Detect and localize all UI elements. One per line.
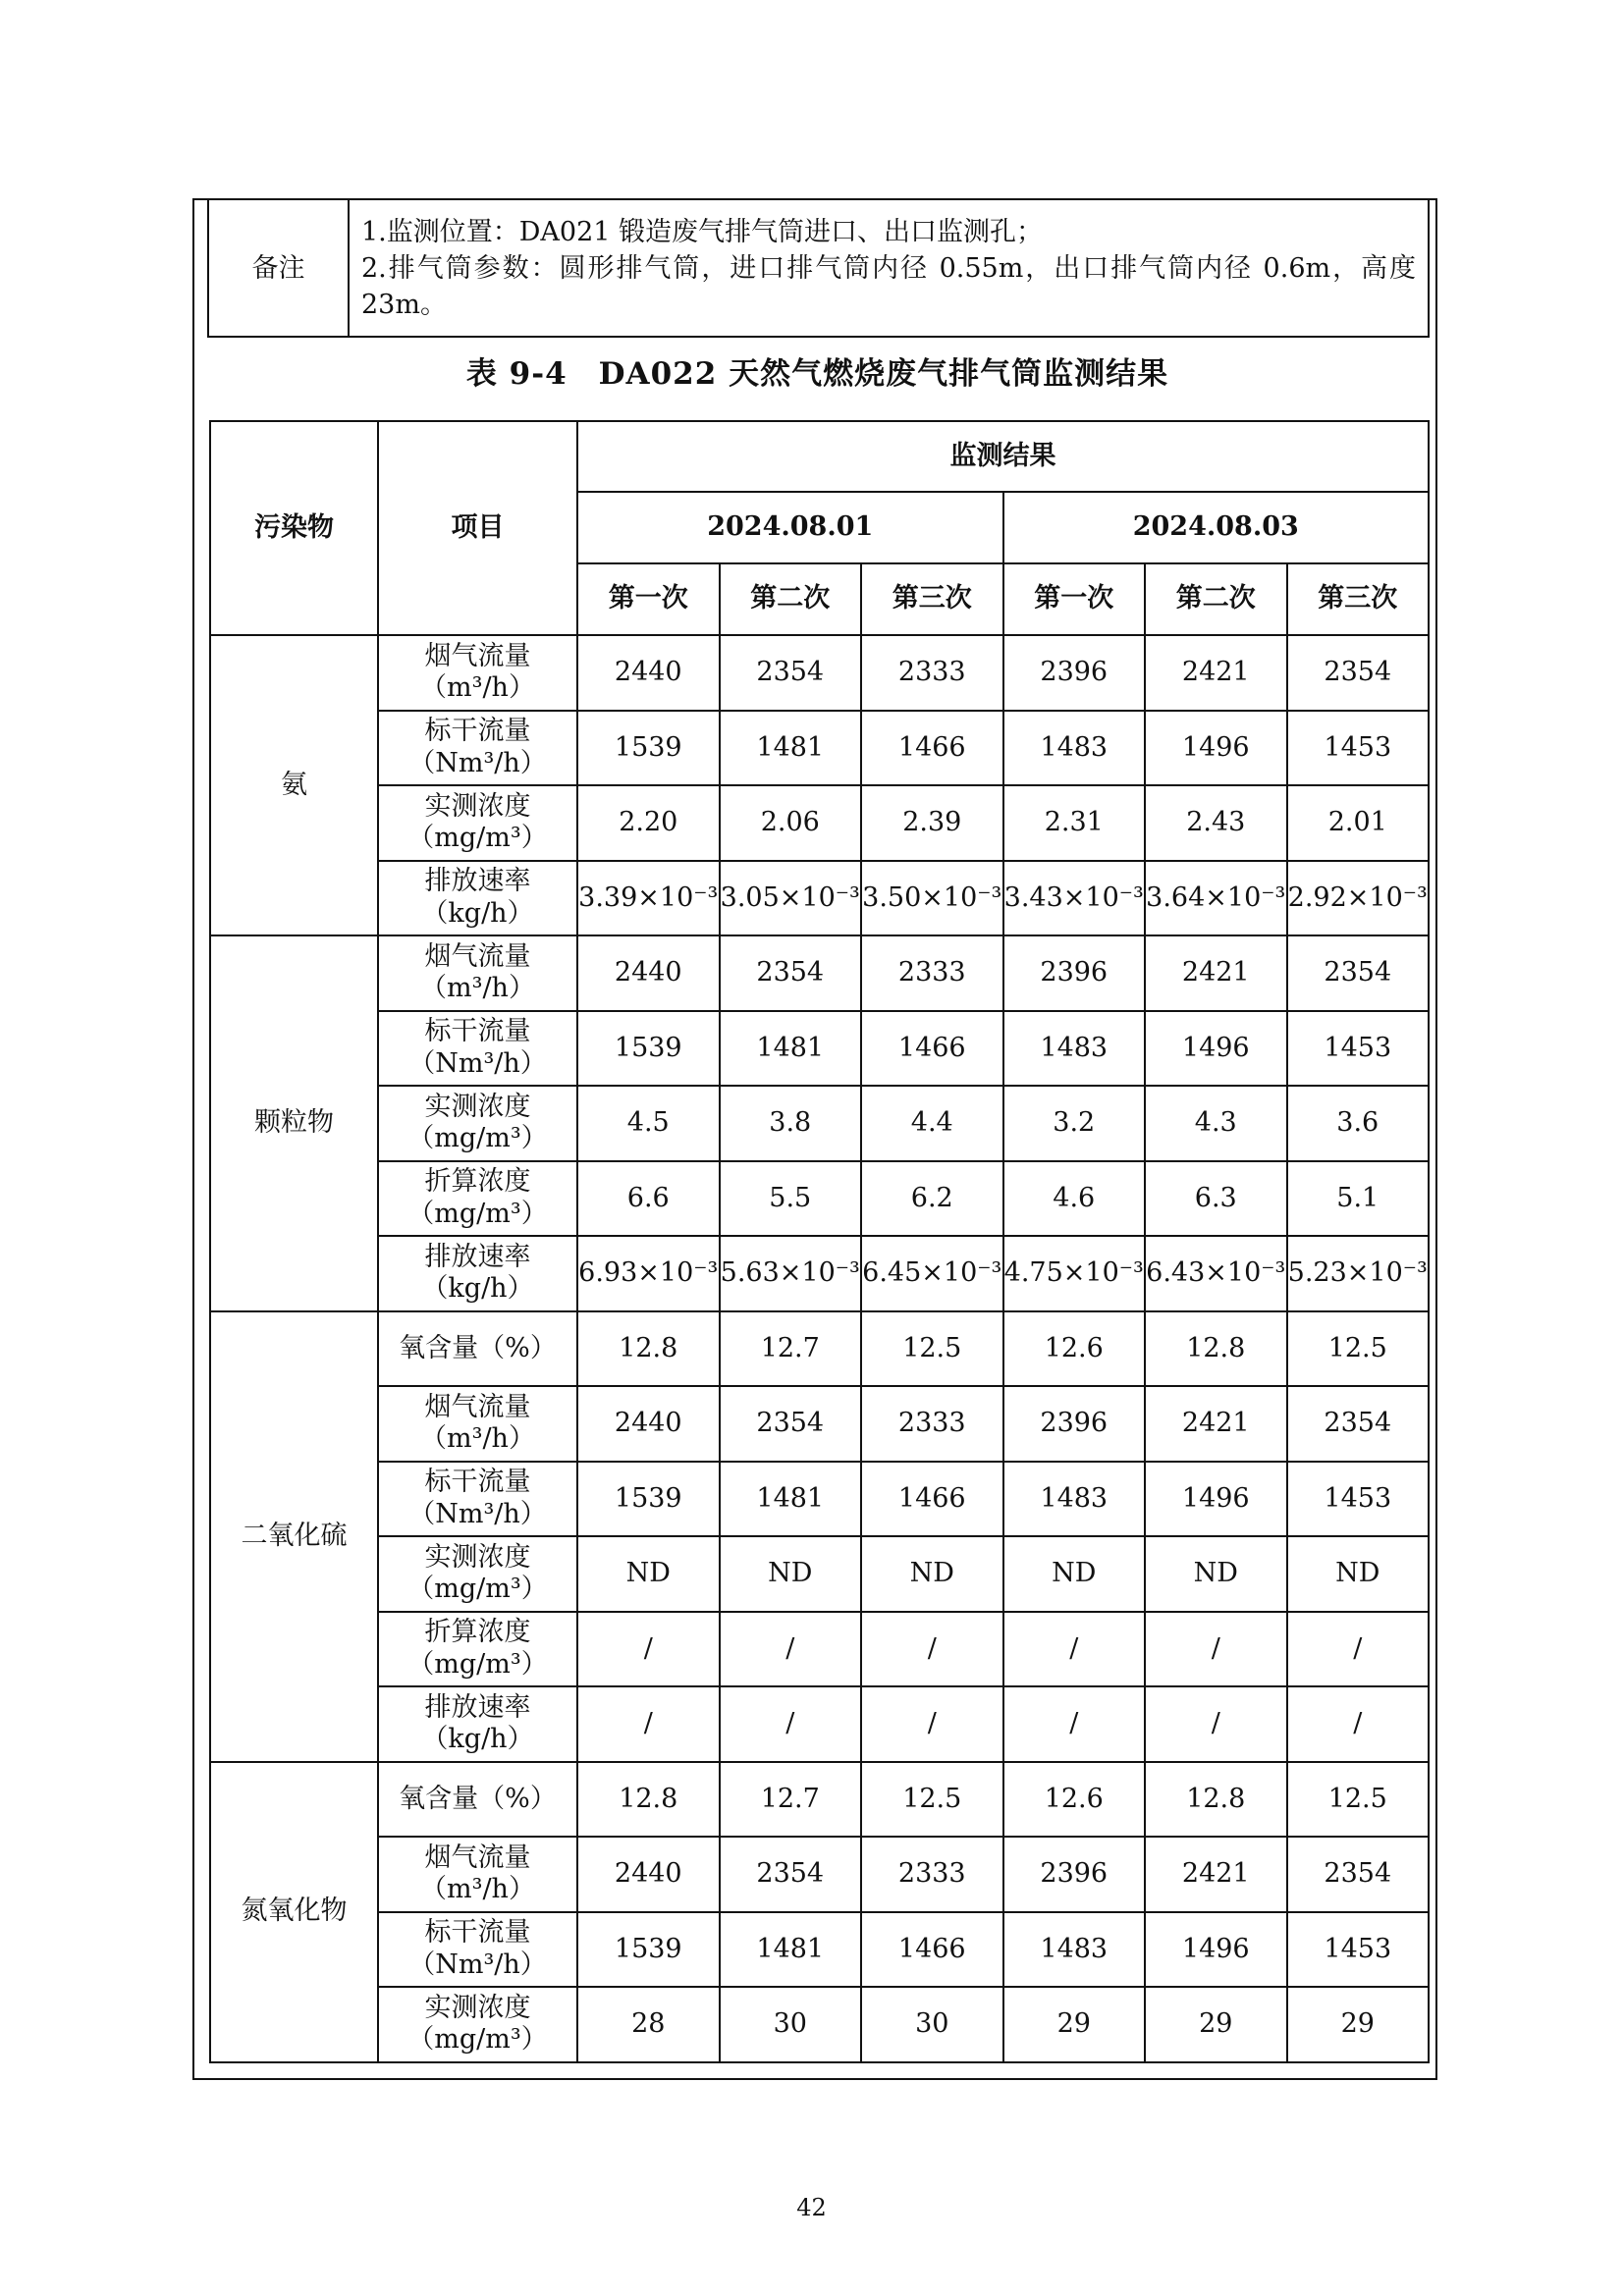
value-cell: 6.93×10⁻³ (577, 1236, 720, 1311)
value-cell: 28 (577, 1987, 720, 2062)
value-cell: 6.2 (861, 1161, 1003, 1237)
item-name: 烟气流量 (424, 1842, 531, 1873)
header-run: 第一次 (1003, 563, 1146, 635)
value-cell: / (1145, 1612, 1287, 1687)
value-cell: 12.8 (1145, 1311, 1287, 1387)
value-cell: 5.1 (1287, 1161, 1430, 1237)
value-cell: 1453 (1287, 1912, 1430, 1988)
item-cell (378, 1386, 577, 1462)
pollutant-cell: 氮氧化物 (210, 1762, 378, 2062)
value-cell: / (577, 1612, 720, 1687)
table-row (210, 1462, 1429, 1537)
pollutant-cell: 二氧化硫 (210, 1311, 378, 1762)
table-row (210, 1536, 1429, 1612)
value-cell: 2440 (577, 1386, 720, 1462)
value-cell: / (1003, 1612, 1146, 1687)
item-name: 标干流量 (424, 1917, 531, 1949)
item-cell (378, 1462, 577, 1537)
header-date-1: 2024.08.01 (577, 492, 1003, 563)
table-row (210, 861, 1429, 936)
item-unit: （Nm³/h） (408, 1047, 547, 1079)
value-cell: 1466 (861, 1912, 1003, 1988)
value-cell: 2421 (1145, 1837, 1287, 1912)
value-cell: 6.45×10⁻³ (861, 1236, 1003, 1311)
value-cell: 1539 (577, 1912, 720, 1988)
value-cell: 2333 (861, 1386, 1003, 1462)
value-cell: 2440 (577, 935, 720, 1011)
item-name: 排放速率 (424, 1241, 531, 1272)
value-cell: 12.5 (861, 1762, 1003, 1838)
table-row (210, 1011, 1429, 1087)
value-cell: 2333 (861, 1837, 1003, 1912)
remarks-table (207, 198, 1430, 338)
value-cell: 3.50×10⁻³ (861, 861, 1003, 936)
page-number: 42 (796, 2194, 827, 2221)
item-name: 实测浓度 (424, 1091, 531, 1122)
item-unit: （mg/m³） (407, 823, 548, 854)
table-row (210, 1311, 1429, 1387)
item-name: 烟气流量 (424, 1391, 531, 1422)
value-cell: 1483 (1003, 711, 1146, 786)
value-cell: 2354 (720, 1837, 862, 1912)
table-row (210, 1762, 1429, 1838)
value-cell: 1496 (1145, 1912, 1287, 1988)
value-cell: 3.6 (1287, 1086, 1430, 1161)
value-cell: 12.8 (577, 1311, 720, 1387)
item-name: 排放速率 (424, 1691, 531, 1723)
value-cell: 3.8 (720, 1086, 862, 1161)
item-unit: （m³/h） (420, 1423, 535, 1455)
value-cell: 2440 (577, 635, 720, 711)
value-cell: 1453 (1287, 1462, 1430, 1537)
value-cell: 2333 (861, 635, 1003, 711)
value-cell: 1483 (1003, 1462, 1146, 1537)
table-row (210, 1086, 1429, 1161)
header-pollutant: 污染物 (210, 421, 378, 635)
value-cell: 12.5 (1287, 1762, 1430, 1838)
item-cell (378, 1987, 577, 2062)
item-name: 折算浓度 (424, 1617, 531, 1648)
value-cell: 12.8 (1145, 1762, 1287, 1838)
value-cell: 4.3 (1145, 1086, 1287, 1161)
value-cell: 2.31 (1003, 785, 1146, 861)
item-unit: （m³/h） (420, 672, 535, 704)
value-cell: 1496 (1145, 711, 1287, 786)
value-cell: 1539 (577, 711, 720, 786)
value-cell: / (577, 1686, 720, 1762)
value-cell: 29 (1003, 1987, 1146, 2062)
table-row (210, 1236, 1429, 1311)
value-cell: 1453 (1287, 1011, 1430, 1087)
item-unit: （kg/h） (421, 1724, 534, 1755)
table-row (210, 1386, 1429, 1462)
value-cell: 1466 (861, 1462, 1003, 1537)
value-cell: 2354 (1287, 635, 1430, 711)
value-cell: / (1003, 1686, 1146, 1762)
item-cell (378, 1086, 577, 1161)
remarks-line: 2.排气筒参数：圆形排气筒，进口排气筒内径 0.55m，出口排气筒内径 0.6m，高度 23m。 (361, 252, 1416, 320)
value-cell: 2.20 (577, 785, 720, 861)
value-cell: 2440 (577, 1837, 720, 1912)
item-cell (378, 861, 577, 936)
header-item: 项目 (378, 421, 577, 635)
header-results: 监测结果 (577, 421, 1429, 492)
value-cell: / (1145, 1686, 1287, 1762)
item-unit: （mg/m³） (407, 2024, 548, 2056)
value-cell: 30 (720, 1987, 862, 2062)
value-cell: 6.6 (577, 1161, 720, 1237)
pollutant-cell: 颗粒物 (210, 935, 378, 1311)
item-name: 折算浓度 (424, 1166, 531, 1198)
value-cell: 1481 (720, 1462, 862, 1537)
value-cell: 2354 (720, 935, 862, 1011)
value-cell: ND (1287, 1536, 1430, 1612)
value-cell: 4.4 (861, 1086, 1003, 1161)
table-row (210, 1686, 1429, 1762)
item-unit: （Nm³/h） (408, 1949, 547, 1980)
value-cell: 12.6 (1003, 1311, 1146, 1387)
header-run: 第二次 (1145, 563, 1287, 635)
value-cell: / (720, 1612, 862, 1687)
value-cell: 1466 (861, 711, 1003, 786)
header-run: 第三次 (861, 563, 1003, 635)
item-cell (378, 1011, 577, 1087)
value-cell: ND (720, 1536, 862, 1612)
value-cell: 2421 (1145, 935, 1287, 1011)
value-cell: / (720, 1686, 862, 1762)
item-cell (378, 785, 577, 861)
header-run: 第三次 (1287, 563, 1430, 635)
value-cell: 1453 (1287, 711, 1430, 786)
value-cell: 1481 (720, 711, 862, 786)
value-cell: ND (577, 1536, 720, 1612)
header-date-2: 2024.08.03 (1003, 492, 1430, 563)
item-name: 烟气流量 (424, 640, 531, 671)
value-cell: / (1287, 1612, 1430, 1687)
item-unit: （kg/h） (421, 897, 534, 929)
value-cell: ND (1003, 1536, 1146, 1612)
value-cell: 3.39×10⁻³ (577, 861, 720, 936)
item-cell (378, 1762, 577, 1838)
table-body (210, 635, 1429, 2062)
value-cell: 2421 (1145, 1386, 1287, 1462)
value-cell: 12.5 (1287, 1311, 1430, 1387)
table-row (210, 1837, 1429, 1912)
value-cell: 2396 (1003, 1386, 1146, 1462)
table-row (210, 1612, 1429, 1687)
table-title: 表 9-4 DA022 天然气燃烧废气排气筒监测结果 (465, 356, 1169, 392)
table-row (210, 1987, 1429, 2062)
value-cell: / (1287, 1686, 1430, 1762)
item-unit: （Nm³/h） (408, 747, 547, 778)
value-cell: 29 (1287, 1987, 1430, 2062)
value-cell: 1481 (720, 1011, 862, 1087)
value-cell: 2396 (1003, 935, 1146, 1011)
value-cell: 4.5 (577, 1086, 720, 1161)
value-cell: 12.7 (720, 1762, 862, 1838)
value-cell: 1466 (861, 1011, 1003, 1087)
value-cell: 12.7 (720, 1311, 862, 1387)
item-unit: （mg/m³） (407, 1198, 548, 1229)
remarks-line: 1.监测位置：DA021 锻造废气排气筒进口、出口监测孔； (361, 216, 1044, 247)
item-unit: （m³/h） (420, 973, 535, 1004)
value-cell: 12.6 (1003, 1762, 1146, 1838)
header-run: 第一次 (577, 563, 720, 635)
table-row (210, 635, 1429, 711)
item-cell (378, 1612, 577, 1687)
value-cell: / (861, 1612, 1003, 1687)
value-cell: 5.5 (720, 1161, 862, 1237)
remarks-label: 备注 (208, 199, 349, 337)
item-cell (378, 1236, 577, 1311)
value-cell: 1483 (1003, 1912, 1146, 1988)
item-name: 标干流量 (424, 1016, 531, 1047)
item-unit: （mg/m³） (407, 1648, 548, 1680)
item-unit: （Nm³/h） (408, 1498, 547, 1529)
table-row (210, 935, 1429, 1011)
item-cell (378, 1161, 577, 1237)
item-cell (378, 1912, 577, 1988)
item-cell (378, 635, 577, 711)
item-name: 标干流量 (424, 1467, 531, 1498)
value-cell: 12.5 (861, 1311, 1003, 1387)
value-cell: 4.75×10⁻³ (1003, 1236, 1146, 1311)
item-cell (378, 1536, 577, 1612)
value-cell: 1539 (577, 1011, 720, 1087)
value-cell: 2354 (1287, 1837, 1430, 1912)
item-name: 烟气流量 (424, 940, 531, 972)
value-cell: 3.64×10⁻³ (1145, 861, 1287, 936)
item-name: 实测浓度 (424, 1541, 531, 1573)
value-cell: 1483 (1003, 1011, 1146, 1087)
table-row (210, 711, 1429, 786)
value-cell: ND (1145, 1536, 1287, 1612)
value-cell: 2.39 (861, 785, 1003, 861)
item-name: 实测浓度 (424, 1992, 531, 2023)
item-name: 排放速率 (424, 866, 531, 897)
item-cell (378, 1686, 577, 1762)
value-cell: 2396 (1003, 1837, 1146, 1912)
value-cell: 2354 (1287, 1386, 1430, 1462)
value-cell: 2.92×10⁻³ (1287, 861, 1430, 936)
value-cell: 2333 (861, 935, 1003, 1011)
value-cell: 3.05×10⁻³ (720, 861, 862, 936)
item-cell (378, 1837, 577, 1912)
header-run: 第二次 (720, 563, 862, 635)
value-cell: 5.23×10⁻³ (1287, 1236, 1430, 1311)
item-name: 氧含量（%） (399, 1783, 557, 1814)
item-name: 氧含量（%） (399, 1332, 557, 1363)
value-cell: 29 (1145, 1987, 1287, 2062)
pollutant-cell: 氨 (210, 635, 378, 935)
value-cell: 6.3 (1145, 1161, 1287, 1237)
value-cell: ND (861, 1536, 1003, 1612)
item-unit: （m³/h） (420, 1874, 535, 1905)
item-unit: （mg/m³） (407, 1123, 548, 1154)
remarks-content (349, 199, 1429, 337)
value-cell: 1496 (1145, 1011, 1287, 1087)
value-cell: 3.43×10⁻³ (1003, 861, 1146, 936)
item-cell (378, 711, 577, 786)
value-cell: 2396 (1003, 635, 1146, 711)
value-cell: 5.63×10⁻³ (720, 1236, 862, 1311)
value-cell: 2354 (720, 635, 862, 711)
value-cell: 6.43×10⁻³ (1145, 1236, 1287, 1311)
value-cell: 2354 (1287, 935, 1430, 1011)
item-cell (378, 1311, 577, 1387)
table-row (210, 1912, 1429, 1988)
value-cell: 2354 (720, 1386, 862, 1462)
value-cell: 30 (861, 1987, 1003, 2062)
value-cell: 2.43 (1145, 785, 1287, 861)
monitoring-results-table (209, 420, 1430, 2063)
value-cell: 2421 (1145, 635, 1287, 711)
value-cell: 4.6 (1003, 1161, 1146, 1237)
value-cell: 3.2 (1003, 1086, 1146, 1161)
value-cell: 12.8 (577, 1762, 720, 1838)
value-cell: 1539 (577, 1462, 720, 1537)
value-cell: 2.06 (720, 785, 862, 861)
table-row (210, 1161, 1429, 1237)
item-unit: （mg/m³） (407, 1574, 548, 1605)
item-cell (378, 935, 577, 1011)
value-cell: 1481 (720, 1912, 862, 1988)
value-cell: 2.01 (1287, 785, 1430, 861)
item-unit: （kg/h） (421, 1273, 534, 1305)
value-cell: / (861, 1686, 1003, 1762)
item-name: 实测浓度 (424, 790, 531, 822)
value-cell: 1496 (1145, 1462, 1287, 1537)
table-row (210, 785, 1429, 861)
item-name: 标干流量 (424, 716, 531, 747)
